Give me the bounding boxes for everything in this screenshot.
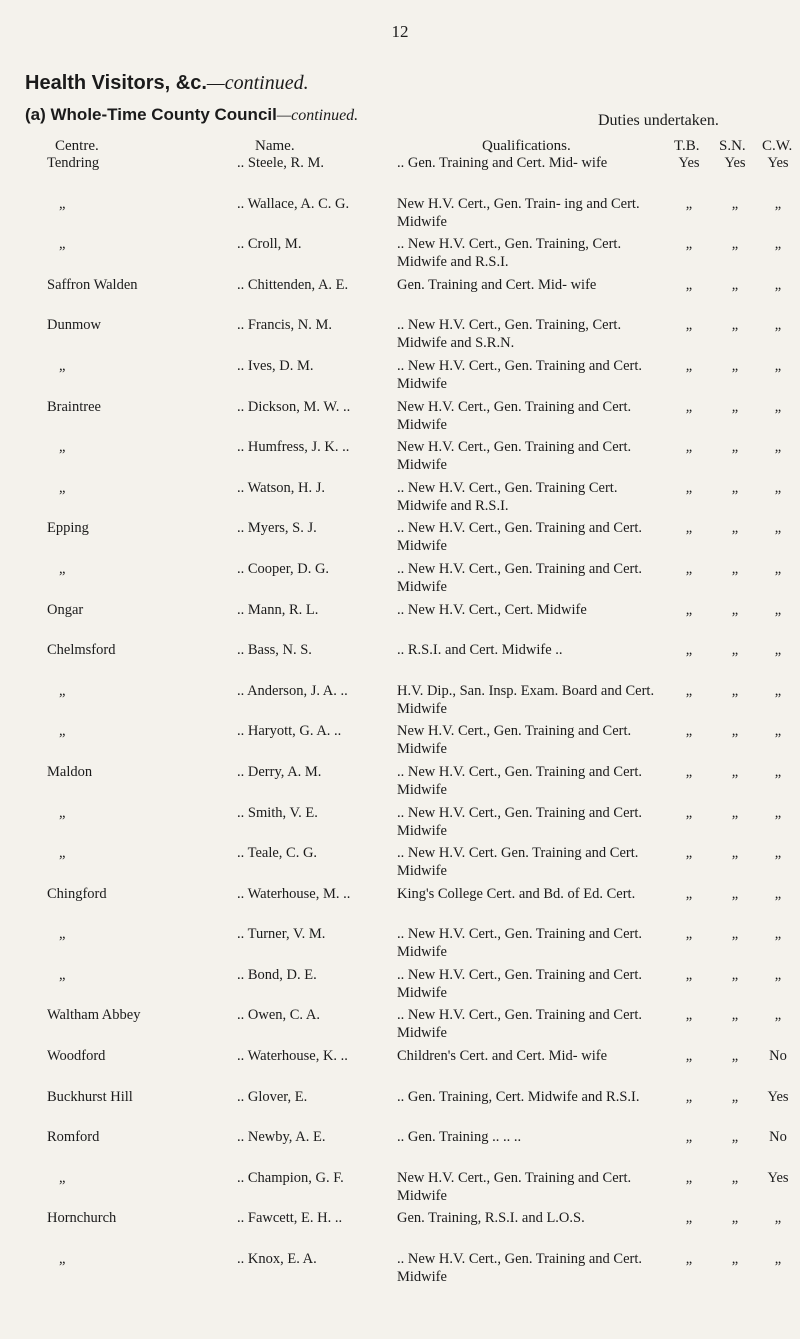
tb-cell: „ bbox=[685, 601, 693, 618]
tb-cell: „ bbox=[685, 520, 693, 537]
qualifications-cell: .. New H.V. Cert., Gen. Training and Cert. Midwife bbox=[397, 357, 643, 392]
tb-cell: „ bbox=[685, 885, 693, 902]
name-cell: .. Watson, H. J. bbox=[237, 479, 325, 496]
name-cell: .. Waterhouse, M. .. bbox=[237, 885, 351, 902]
tb-cell: „ bbox=[685, 1129, 693, 1146]
sn-cell: „ bbox=[731, 1129, 739, 1146]
centre-cell: Epping bbox=[47, 520, 89, 537]
cw-cell: „ bbox=[774, 845, 782, 862]
qualifications-cell: .. R.S.I. and Cert. Midwife .. bbox=[397, 642, 563, 659]
tb-cell: „ bbox=[685, 276, 693, 293]
table-row bbox=[0, 1047, 800, 1088]
cw-cell: „ bbox=[774, 1251, 782, 1268]
centre-cell: Woodford bbox=[47, 1048, 106, 1065]
sn-cell: „ bbox=[731, 1007, 739, 1024]
section-title bbox=[25, 105, 358, 125]
table-row bbox=[0, 357, 800, 398]
name-cell: .. Steele, R. M. bbox=[237, 155, 324, 171]
qualifications-cell: .. New H.V. Cert., Gen. Training Cert. Midwife and R.S.I. bbox=[397, 479, 618, 514]
table-row bbox=[0, 682, 800, 723]
qualifications-cell: King's College Cert. and Bd. of Ed. Cert. bbox=[397, 885, 636, 902]
qualifications-cell: New H.V. Cert., Gen. Training and Cert. Midwife bbox=[397, 398, 632, 433]
column-header-centre: Centre. bbox=[55, 138, 99, 154]
tb-cell: „ bbox=[685, 317, 693, 334]
sn-cell: „ bbox=[731, 560, 739, 577]
name-cell: .. Champion, G. F. bbox=[237, 1169, 344, 1186]
sn-cell: „ bbox=[731, 1210, 739, 1227]
page-title-continued: —continued. bbox=[206, 72, 309, 94]
tb-cell: „ bbox=[685, 1210, 693, 1227]
centre-cell: Maldon bbox=[47, 763, 93, 780]
sn-cell: „ bbox=[731, 642, 739, 659]
cw-cell: „ bbox=[774, 317, 782, 334]
cw-cell: „ bbox=[774, 763, 782, 780]
cw-cell: „ bbox=[774, 236, 782, 253]
cw-cell: Yes bbox=[767, 1088, 789, 1105]
column-header-tb: T.B. bbox=[674, 138, 700, 154]
qualifications-cell: .. New H.V. Cert., Gen. Training and Cert. Midwife bbox=[397, 520, 643, 555]
tb-cell: „ bbox=[685, 845, 693, 862]
centre-cell: „ bbox=[59, 682, 66, 699]
centre-cell: Tendring bbox=[47, 155, 100, 171]
centre-cell: Romford bbox=[47, 1129, 100, 1146]
cw-cell: „ bbox=[774, 885, 782, 902]
table-row bbox=[0, 1088, 800, 1129]
sn-cell: „ bbox=[731, 1088, 739, 1105]
table-row bbox=[0, 154, 800, 195]
name-cell: .. Chittenden, A. E. bbox=[237, 276, 349, 293]
centre-cell: Chelmsford bbox=[47, 642, 116, 659]
cw-cell: „ bbox=[774, 723, 782, 740]
table-row bbox=[0, 1209, 800, 1250]
cw-cell: „ bbox=[774, 276, 782, 293]
name-cell: .. Haryott, G. A. .. bbox=[237, 723, 342, 740]
sn-cell: „ bbox=[731, 885, 739, 902]
cw-cell: No bbox=[769, 1048, 787, 1065]
name-cell: .. Teale, C. G. bbox=[237, 845, 318, 862]
page-title bbox=[25, 72, 309, 95]
sn-cell: Yes bbox=[724, 155, 746, 171]
table-row bbox=[0, 1250, 800, 1291]
centre-cell: „ bbox=[59, 966, 66, 983]
table-row bbox=[0, 641, 800, 682]
table-row bbox=[0, 479, 800, 520]
table-row bbox=[0, 722, 800, 763]
name-cell: .. Dickson, M. W. .. bbox=[237, 398, 351, 415]
sn-cell: „ bbox=[731, 804, 739, 821]
qualifications-cell: .. New H.V. Cert., Gen. Training and Cert. Midwife bbox=[397, 1007, 643, 1042]
table-row bbox=[0, 885, 800, 926]
cw-cell: „ bbox=[774, 682, 782, 699]
qualifications-cell: Gen. Training, R.S.I. and L.O.S. bbox=[397, 1210, 585, 1227]
qualifications-cell: Children's Cert. and Cert. Mid- wife bbox=[397, 1048, 608, 1065]
name-cell: .. Myers, S. J. bbox=[237, 520, 317, 537]
name-cell: .. Owen, C. A. bbox=[237, 1007, 320, 1024]
sn-cell: „ bbox=[731, 845, 739, 862]
sn-cell: „ bbox=[731, 682, 739, 699]
centre-cell: Ongar bbox=[47, 601, 84, 618]
centre-cell: Braintree bbox=[47, 398, 101, 415]
sn-cell: „ bbox=[731, 1251, 739, 1268]
cw-cell: „ bbox=[774, 479, 782, 496]
centre-cell: „ bbox=[59, 439, 66, 456]
table-row bbox=[0, 1128, 800, 1169]
tb-cell: „ bbox=[685, 1007, 693, 1024]
sn-cell: „ bbox=[731, 479, 739, 496]
sn-cell: „ bbox=[731, 236, 739, 253]
tb-cell: „ bbox=[685, 1251, 693, 1268]
tb-cell: „ bbox=[685, 357, 693, 374]
column-header-sn: S.N. bbox=[719, 138, 746, 154]
sn-cell: „ bbox=[731, 966, 739, 983]
tb-cell: Yes bbox=[678, 155, 700, 171]
cw-cell: „ bbox=[774, 642, 782, 659]
cw-cell: No bbox=[769, 1129, 787, 1146]
qualifications-cell: Gen. Training and Cert. Mid- wife bbox=[397, 276, 597, 293]
centre-cell: Chingford bbox=[47, 885, 107, 902]
cw-cell: „ bbox=[774, 398, 782, 415]
table-row bbox=[0, 519, 800, 560]
cw-cell: „ bbox=[774, 926, 782, 943]
page-number: 12 bbox=[391, 22, 409, 41]
sn-cell: „ bbox=[731, 601, 739, 618]
centre-cell: „ bbox=[59, 560, 66, 577]
tb-cell: „ bbox=[685, 479, 693, 496]
qualifications-cell: New H.V. Cert., Gen. Training and Cert. Midwife bbox=[397, 723, 632, 758]
sn-cell: „ bbox=[731, 926, 739, 943]
page-title-main: Health Visitors, &c. bbox=[25, 72, 207, 94]
name-cell: .. Glover, E. bbox=[237, 1088, 308, 1105]
qualifications-cell: .. New H.V. Cert., Gen. Training and Cert. Midwife bbox=[397, 1251, 643, 1286]
name-cell: .. Derry, A. M. bbox=[237, 763, 322, 780]
sn-cell: „ bbox=[731, 439, 739, 456]
name-cell: .. Bass, N. S. bbox=[237, 642, 312, 659]
centre-cell: „ bbox=[59, 236, 66, 253]
centre-cell: „ bbox=[59, 804, 66, 821]
cw-cell: „ bbox=[774, 195, 782, 212]
section-title-continued: —continued. bbox=[276, 107, 359, 124]
column-header-cw: C.W. bbox=[762, 138, 793, 154]
sn-cell: „ bbox=[731, 1048, 739, 1065]
table-row bbox=[0, 195, 800, 236]
table-row bbox=[0, 438, 800, 479]
qualifications-cell: .. New H.V. Cert., Gen. Training, Cert. Midwife and S.R.N. bbox=[397, 317, 622, 352]
name-cell: .. Anderson, J. A. .. bbox=[237, 682, 348, 699]
qualifications-cell: .. Gen. Training and Cert. Mid- wife bbox=[397, 155, 608, 171]
name-cell: .. Humfress, J. K. .. bbox=[237, 439, 350, 456]
tb-cell: „ bbox=[685, 236, 693, 253]
table-row bbox=[0, 925, 800, 966]
cw-cell: Yes bbox=[767, 155, 789, 171]
centre-cell: „ bbox=[59, 479, 66, 496]
qualifications-cell: New H.V. Cert., Gen. Train- ing and Cert. Midwife bbox=[397, 195, 640, 230]
cw-cell: „ bbox=[774, 439, 782, 456]
table-row bbox=[0, 560, 800, 601]
tb-cell: „ bbox=[685, 763, 693, 780]
qualifications-cell: .. New H.V. Cert., Gen. Training and Cert. Midwife bbox=[397, 926, 643, 961]
table-row bbox=[0, 966, 800, 1007]
cw-cell: „ bbox=[774, 966, 782, 983]
table-row bbox=[0, 398, 800, 439]
tb-cell: „ bbox=[685, 398, 693, 415]
cw-cell: „ bbox=[774, 560, 782, 577]
sn-cell: „ bbox=[731, 276, 739, 293]
tb-cell: „ bbox=[685, 1048, 693, 1065]
name-cell: .. Turner, V. M. bbox=[237, 926, 326, 943]
sn-cell: „ bbox=[731, 317, 739, 334]
tb-cell: „ bbox=[685, 723, 693, 740]
section-title-main: (a) Whole-Time County Council bbox=[25, 105, 277, 124]
sn-cell: „ bbox=[731, 723, 739, 740]
table-row bbox=[0, 601, 800, 642]
name-cell: .. Newby, A. E. bbox=[237, 1129, 326, 1146]
centre-cell: „ bbox=[59, 926, 66, 943]
table-row bbox=[0, 763, 800, 804]
table-row bbox=[0, 316, 800, 357]
centre-cell: „ bbox=[59, 723, 66, 740]
qualifications-cell: .. New H.V. Cert., Gen. Training and Cert. Midwife bbox=[397, 763, 643, 798]
name-cell: .. Mann, R. L. bbox=[237, 601, 319, 618]
cw-cell: „ bbox=[774, 357, 782, 374]
sn-cell: „ bbox=[731, 398, 739, 415]
tb-cell: „ bbox=[685, 560, 693, 577]
name-cell: .. Croll, M. bbox=[237, 236, 302, 253]
tb-cell: „ bbox=[685, 195, 693, 212]
cw-cell: „ bbox=[774, 804, 782, 821]
sn-cell: „ bbox=[731, 357, 739, 374]
cw-cell: „ bbox=[774, 601, 782, 618]
sn-cell: „ bbox=[731, 763, 739, 780]
name-cell: .. Wallace, A. C. G. bbox=[237, 195, 350, 212]
tb-cell: „ bbox=[685, 926, 693, 943]
name-cell: .. Fawcett, E. H. .. bbox=[237, 1210, 343, 1227]
qualifications-cell: .. New H.V. Cert., Gen. Training, Cert. Midwife and R.S.I. bbox=[397, 236, 622, 271]
name-cell: .. Ives, D. M. bbox=[237, 357, 314, 374]
name-cell: .. Francis, N. M. bbox=[237, 317, 333, 334]
qualifications-cell: .. New H.V. Cert., Gen. Training and Cert. Midwife bbox=[397, 560, 643, 595]
qualifications-cell: .. New H.V. Cert., Cert. Midwife bbox=[397, 601, 587, 618]
tb-cell: „ bbox=[685, 642, 693, 659]
name-cell: .. Knox, E. A. bbox=[237, 1251, 317, 1268]
qualifications-cell: New H.V. Cert., Gen. Training and Cert. Midwife bbox=[397, 1169, 632, 1204]
table-row bbox=[0, 235, 800, 276]
tb-cell: „ bbox=[685, 682, 693, 699]
sn-cell: „ bbox=[731, 1169, 739, 1186]
centre-cell: „ bbox=[59, 357, 66, 374]
centre-cell: Buckhurst Hill bbox=[47, 1088, 133, 1105]
cw-cell: „ bbox=[774, 1210, 782, 1227]
centre-cell: „ bbox=[59, 1251, 66, 1268]
column-header-name: Name. bbox=[255, 138, 295, 154]
sn-cell: „ bbox=[731, 520, 739, 537]
cw-cell: „ bbox=[774, 1007, 782, 1024]
qualifications-cell: H.V. Dip., San. Insp. Exam. Board and Cert. Midwife bbox=[397, 682, 655, 717]
staff-table bbox=[0, 154, 800, 1291]
qualifications-cell: .. New H.V. Cert., Gen. Training and Cert. Midwife bbox=[397, 804, 643, 839]
name-cell: .. Bond, D. E. bbox=[237, 966, 317, 983]
name-cell: .. Waterhouse, K. .. bbox=[237, 1048, 348, 1065]
cw-cell: Yes bbox=[767, 1169, 789, 1186]
qualifications-cell: .. Gen. Training .. .. .. bbox=[397, 1129, 522, 1146]
tb-cell: „ bbox=[685, 1088, 693, 1105]
table-row bbox=[0, 1006, 800, 1047]
centre-cell: „ bbox=[59, 845, 66, 862]
qualifications-cell: New H.V. Cert., Gen. Training and Cert. Midwife bbox=[397, 439, 632, 474]
qualifications-cell: .. New H.V. Cert., Gen. Training and Cert. Midwife bbox=[397, 966, 643, 1001]
centre-cell: „ bbox=[59, 195, 66, 212]
centre-cell: Waltham Abbey bbox=[47, 1007, 141, 1024]
tb-cell: „ bbox=[685, 1169, 693, 1186]
centre-cell: Dunmow bbox=[47, 317, 101, 334]
qualifications-cell: .. Gen. Training, Cert. Midwife and R.S.I. bbox=[397, 1088, 640, 1105]
table-row bbox=[0, 804, 800, 845]
table-row bbox=[0, 276, 800, 317]
cw-cell: „ bbox=[774, 520, 782, 537]
table-row bbox=[0, 1169, 800, 1210]
name-cell: .. Cooper, D. G. bbox=[237, 560, 330, 577]
table-row bbox=[0, 844, 800, 885]
duties-header: Duties undertaken. bbox=[598, 112, 719, 129]
tb-cell: „ bbox=[685, 804, 693, 821]
tb-cell: „ bbox=[685, 439, 693, 456]
centre-cell: Saffron Walden bbox=[47, 276, 138, 293]
name-cell: .. Smith, V. E. bbox=[237, 804, 318, 821]
tb-cell: „ bbox=[685, 966, 693, 983]
sn-cell: „ bbox=[731, 195, 739, 212]
centre-cell: Hornchurch bbox=[47, 1210, 117, 1227]
centre-cell: „ bbox=[59, 1169, 66, 1186]
column-header-qualifications: Qualifications. bbox=[482, 138, 571, 154]
qualifications-cell: .. New H.V. Cert. Gen. Training and Cert. Midwife bbox=[397, 845, 639, 880]
